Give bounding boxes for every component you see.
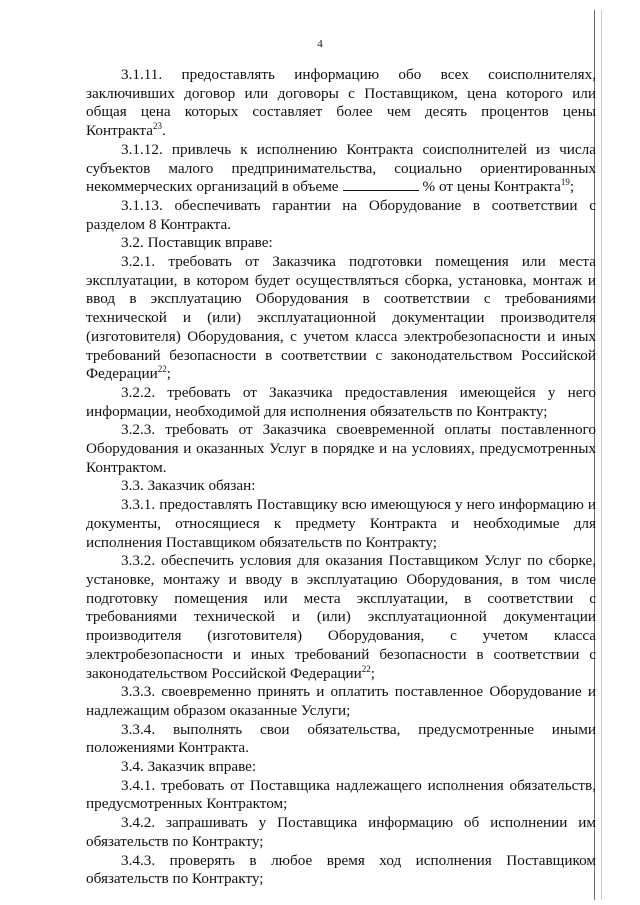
clause-3-3-2: 3.3.2. обеспечить условия для оказания Поставщиком Услуг по сборке, установке, монтажу и вводу в эксплуатацию Оборудования, в том числе подготовку помещения или места эксплуатации, в соответствии с требованиями технической и (или) эксплуатационной документации производителя (изготовителя) Оборудования, с учетом класса электробезопасности и иных требований безопасности в соответствии с законодательством Российской Федерации$^{22}$;: [86, 552, 596, 682]
volume-blank-field[interactable]: [343, 178, 419, 191]
clause-3-1-13: 3.1.13. обеспечивать гарантии на Оборудование в соответствии с разделом 8 Контракта.: [86, 196, 596, 233]
footnote-ref: 19: [560, 177, 570, 188]
section-3-2-heading: 3.2. Поставщик вправе:: [121, 234, 273, 252]
footnote-ref: 22: [157, 364, 167, 375]
page-number: 4: [317, 38, 323, 50]
footnote-ref: 23: [153, 121, 162, 132]
section-3-3-heading: 3.3. Заказчик обязан:: [121, 477, 256, 495]
clause-3-3-4: 3.3.4. выполнять свои обязательства, предусмотренные иными положениями Контракта.: [86, 720, 596, 757]
clause-3-4-2: 3.4.2. запрашивать у Поставщика информацию об исполнении им обязательств по Контракту;: [86, 814, 596, 850]
clause-3-2-1: 3.2.1. требовать от Заказчика подготовки помещения или места эксплуатации, в котором будет осуществляться сборка, установка, монтаж и ввод в эксплуатацию Оборудования в соответствии с требованиями технической и (или) эксплуатационной документации производителя (изготовителя) Оборудования, с учетом класса электробезопасности и иных требований безопасности в соответствии с законодательством Российской Федерации$^{22}$;: [86, 253, 596, 383]
clause-3-4-3: 3.4.3. проверять в любое время ход исполнения Поставщиком обязательств по Контракту;: [86, 851, 596, 888]
clause-3-2-2: 3.2.2. требовать от Заказчика предоставления имеющейся у него информации, необходимой для исполнения обязательств по Контракту;: [86, 383, 596, 420]
clause-3-3-1: 3.3.1. предоставлять Поставщику всю имеющуюся у него информацию и документы, относящиеся к предмету Контракта и необходимые для исполнения Поставщиком обязательств по Контракту;: [86, 496, 596, 551]
clause-3-4-1: 3.4.1. требовать от Поставщика надлежащего исполнения обязательств, предусмотренных Контрактом;: [86, 776, 596, 813]
clause-3-2-3: 3.2.3. требовать от Заказчика своевременной оплаты поставленного Оборудования и оказанных Услуг в порядке и на условиях, предусмотренных Контрактом.: [86, 421, 596, 476]
clause-3-1-11: 3.1.11. предоставлять информацию обо всех соисполнителях, заключивших договор или договоры с Поставщиком, цена которого или общая цена которых составляет более чем десять процентов цены Контракта$^{23}$.: [86, 66, 596, 140]
scan-edge-line-secondary: [601, 10, 602, 900]
section-3-4-heading: 3.4. Заказчик вправе:: [121, 758, 257, 776]
document-body: [86, 66, 596, 889]
footnote-ref: 22: [361, 663, 371, 674]
clause-3-1-12: 3.1.12. привлечь к исполнению Контракта соисполнителей из числа субъектов малого предпринимательства, социально ориентированных некоммерческих организаций в объеме % от цены Контракта$^{19}$;: [86, 140, 596, 196]
clause-3-3-3: 3.3.3. своевременно принять и оплатить поставленное Оборудование и надлежащим образом оказанные Услуги;: [86, 683, 596, 719]
